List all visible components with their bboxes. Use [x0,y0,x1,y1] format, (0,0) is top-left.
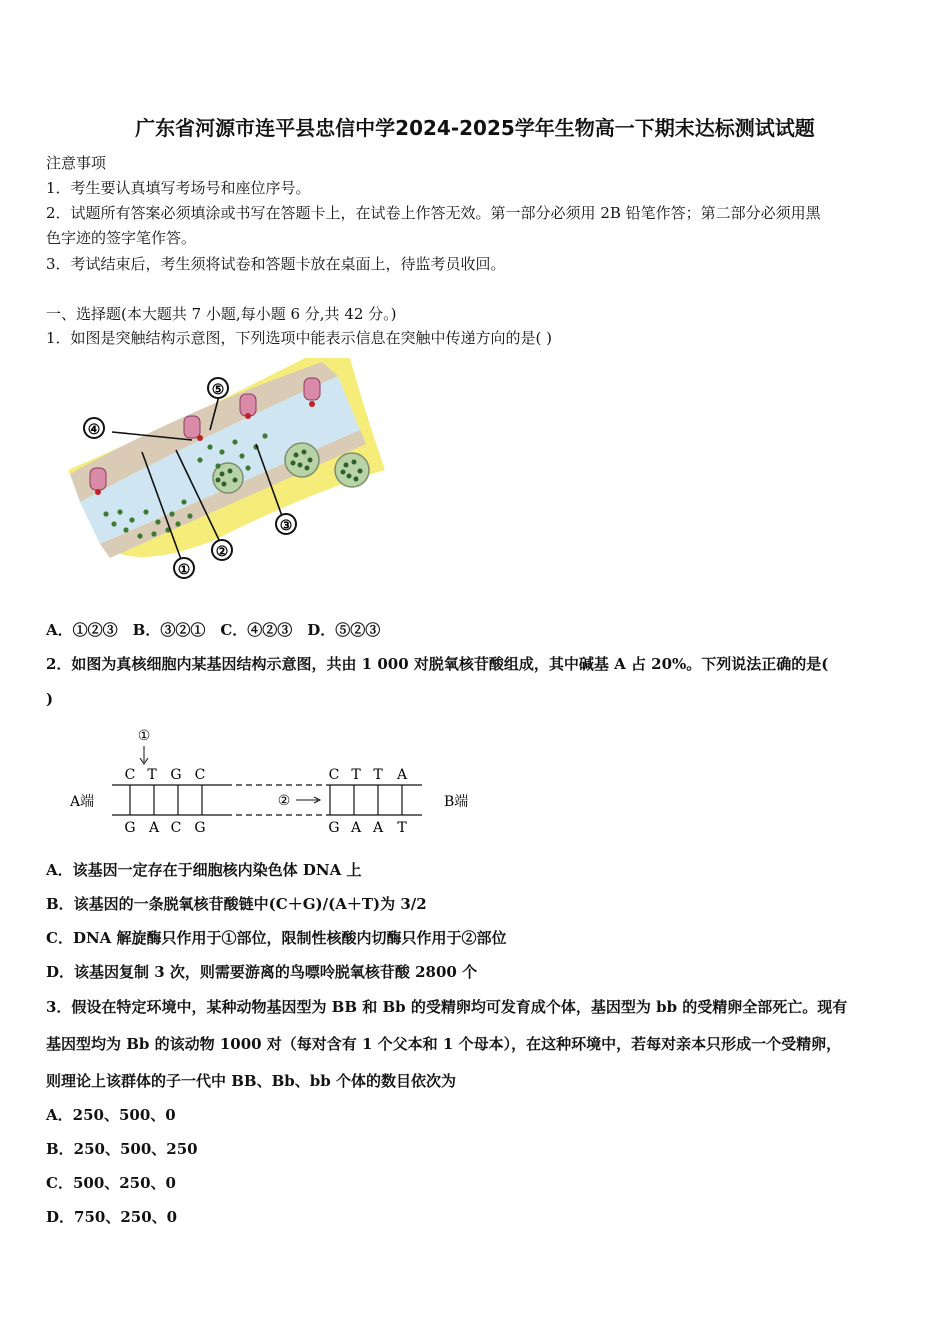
q3-option-b: B．250、500、250 [46,1140,198,1158]
q3-stem-line2: 基因型均为 Bb 的该动物 1000 对（每对含有 1 个父本和 1 个母本），在这种环境中，若每对亲本只形成一个受精卵， [46,1035,842,1053]
base-top-right-4: A [396,767,408,783]
dna-strands [112,785,422,815]
q3-stem-line3: 则理论上该群体的子一代中 BB、Bb、bb 个体的数目依次为 [46,1072,456,1090]
base-bottom-right-1: G [328,820,340,836]
q2-option-a: A．该基因一定存在于细胞核内染色体 DNA 上 [46,861,362,879]
base-top-left-3: G [170,767,182,783]
base-top-left-2: T [147,767,157,783]
notice-item-1: 1．考生要认真填写考场号和座位序号。 [46,179,311,197]
base-bottom-left-1: G [124,820,136,836]
base-top-left-4: C [194,767,206,783]
q3-option-a: A．250、500、0 [46,1106,176,1124]
label-2: ② [215,544,229,560]
base-bottom-left-2: A [148,820,160,836]
marker-2: ② [277,793,291,809]
notice-heading: 注意事项 [46,154,107,172]
a-end-label: A端 [70,794,95,810]
q2-stem-line2: ) [46,690,54,708]
q1-options: A．①②③ B．③②① C．④②③ D．⑤②③ [46,621,381,639]
notice-item-2: 2．试题所有答案必须填涂或书写在答题卡上，在试卷上作答无效。第一部分必须用 2B 铅笔作答；第二部分必须用黑 [46,204,821,222]
q2-option-b: B．该基因的一条脱氧核苷酸链中(C＋G)/(A＋T)为 3/2 [46,895,427,913]
label-5: ⑤ [211,382,225,398]
gene-structure-diagram [66,724,486,840]
q3-option-c: C．500、250、0 [46,1174,176,1192]
base-bottom-right-2: A [350,820,362,836]
base-top-left-1: C [124,767,136,783]
base-bottom-left-4: G [194,820,206,836]
notice-item-2-cont: 色字迹的签字笔作答。 [46,229,197,247]
q3-stem-line1: 3．假设在特定环境中，某种动物基因型为 BB 和 Bb 的受精卵均可发育成个体，基因型为 bb 的受精卵全部死亡。现有 [46,998,848,1016]
q2-option-c: C．DNA 解旋酶只作用于①部位，限制性核酸内切酶只作用于②部位 [46,929,507,947]
marker-1: ① [137,728,151,744]
q2-stem-line1: 2．如图为真核细胞内某基因结构示意图，共由 1 000 对脱氧核苷酸组成，其中碱基 A 占 20%。下列说法正确的是( [46,655,829,673]
base-top-right-2: T [351,767,361,783]
q2-option-d: D．该基因复制 3 次，则需要游离的鸟嘌呤脱氧核苷酸 2800 个 [46,963,478,981]
q1-stem: 1．如图是突触结构示意图，下列选项中能表示信息在突触中传递方向的是( ) [46,329,553,347]
base-bottom-right-4: T [397,820,407,836]
label-3: ③ [279,518,293,534]
base-bottom-right-3: A [372,820,384,836]
label-1: ① [177,562,191,578]
synapse-diagram [60,352,400,584]
base-bottom-left-3: C [170,820,182,836]
b-end-label: B端 [444,794,469,810]
notice-item-3: 3．考试结束后，考生须将试卷和答题卡放在桌面上，待监考员收回。 [46,255,506,273]
base-top-right-1: C [328,767,340,783]
page-title: 广东省河源市连平县忠信中学2024-2025学年生物高一下期末达标测试试题 [135,116,815,140]
base-letters [124,767,408,836]
base-top-right-3: T [373,767,383,783]
q3-option-d: D．750、250、0 [46,1208,178,1226]
label-4: ④ [87,422,101,438]
section-heading: 一、选择题(本大题共 7 小题,每小题 6 分,共 42 分。) [46,305,397,323]
